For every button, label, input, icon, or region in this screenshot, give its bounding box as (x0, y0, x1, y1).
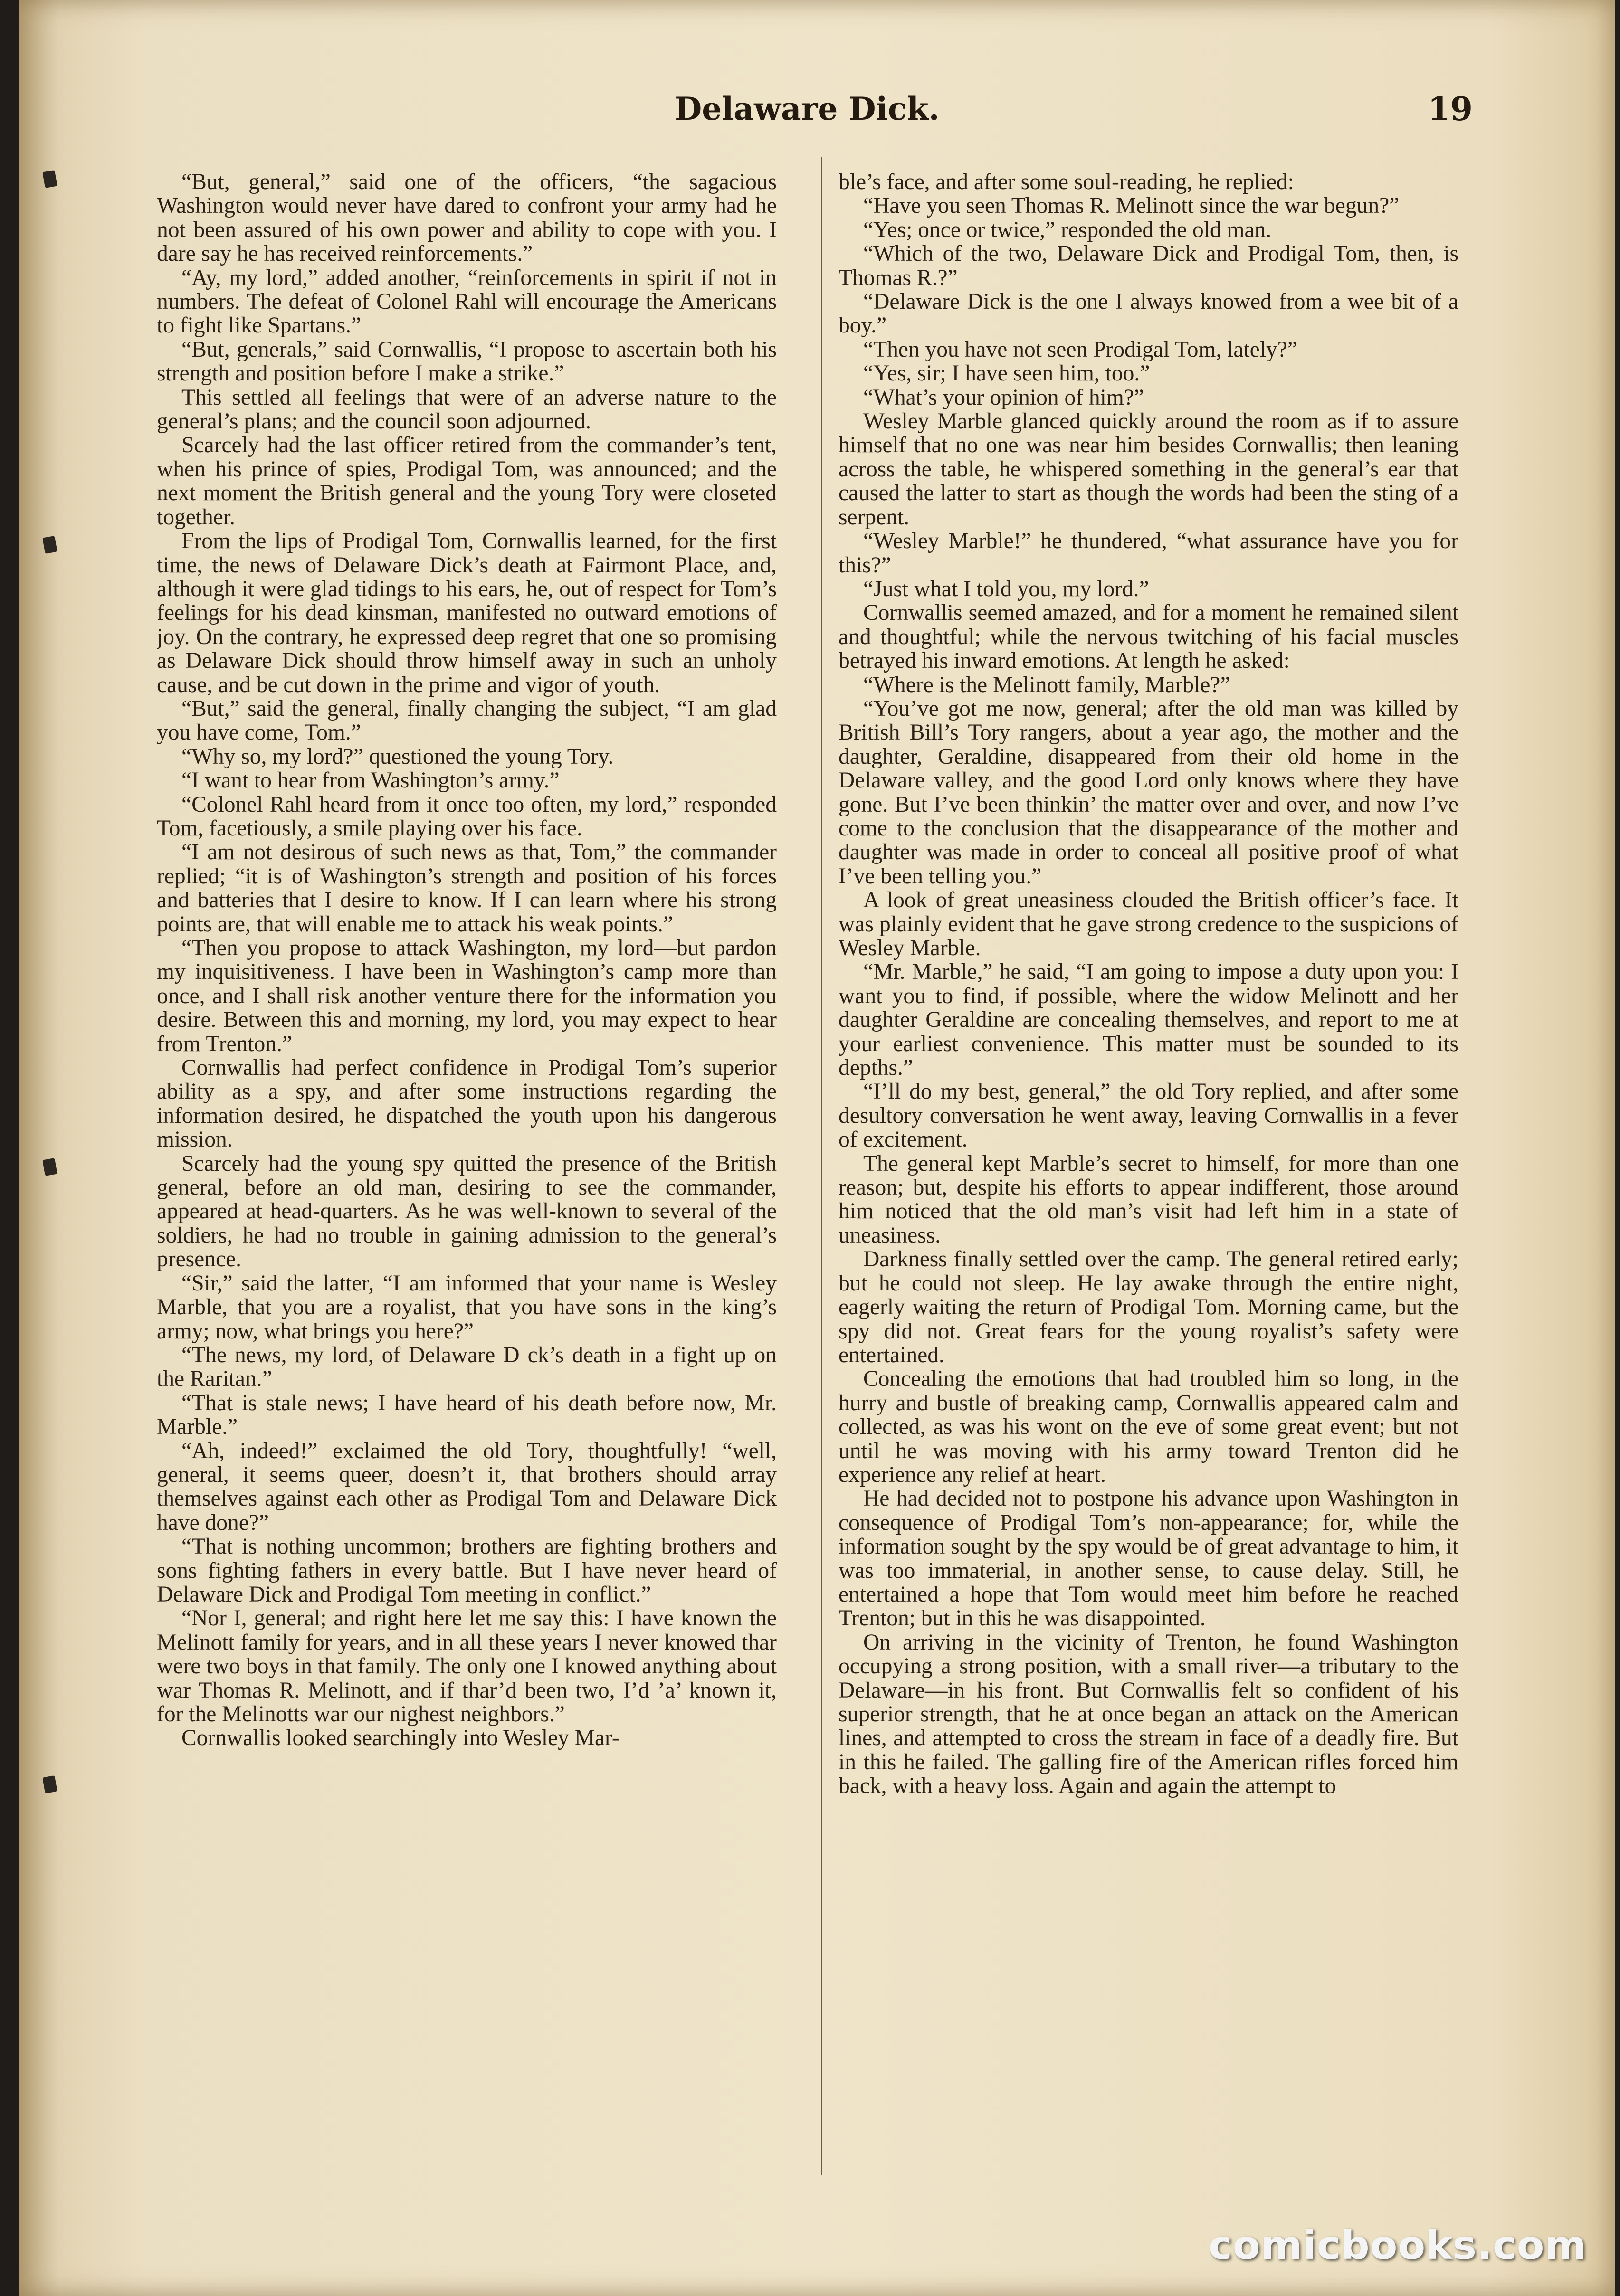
paragraph: Cornwallis had perfect confidence in Prodigal Tom’s superior ability as a spy, and after some instructions regarding the information desired, he dispatched the youth upon his dangerous mission. (157, 1055, 777, 1152)
page-number: 19 (1428, 90, 1473, 128)
paragraph: “That is stale news; I have heard of his death before now, Mr. Marble.” (157, 1390, 777, 1440)
paragraph: This settled all feelings that were of an adverse nature to the general’s plans; and the council soon adjourned. (157, 385, 777, 434)
paragraph: On arriving in the vicinity of Trenton, he found Washington occupying a strong position, with a small river—a tributary to the Delaware—in his front. But Cornwallis felt so confident of his superior strength, that he at once began an attack on the American lines, and attempted to cross the stream in face of a deadly fire. But in this he failed. The galling fire of the American rifles forced him back, with a heavy loss. Again and again the attempt to (839, 1630, 1458, 1799)
paragraph: “I’ll do my best, general,” the old Tory replied, and after some desultory conversation he went away, leaving Cornwallis in a fever of excitement. (839, 1079, 1458, 1152)
paragraph: The general kept Marble’s secret to himself, for more than one reason; but, despite his efforts to appear indifferent, those around him noticed that the old man’s visit had left him in a state of uneasiness. (839, 1151, 1458, 1248)
paragraph: “Yes; once or twice,” responded the old man. (863, 217, 1272, 242)
paragraph: “Sir,” said the latter, “I am informed that your name is Wesley Marble, that you are a royalist, that you have sons in the king’s army; now, what brings you here?” (157, 1271, 777, 1344)
paragraph: “But, general,” said one of the officers, “the sagacious Washington would never have dared to confront your army had he not been assured of his own power and ability to cope with you. I dare say he has received reinforcements.” (157, 170, 777, 266)
paragraph: “Ah, indeed!” exclaimed the old Tory, thoughtfully! “well, general, it seems queer, doesn’t it, that brothers should array themselves against each other as Prodigal Tom and Delaware Dick have done?” (157, 1438, 777, 1535)
paragraph: Cornwallis looked searchingly into Wesley Mar- (181, 1726, 619, 1751)
paragraph: ble’s face, and after some soul-reading, he replied: (839, 170, 1294, 194)
paragraph: Scarcely had the young spy quitted the presence of the British general, before an old man, desiring to see the commander, appeared at head-quarters. As he was well-known to several of the soldiers, he had no trouble in gaining admission to the general’s presence. (157, 1151, 777, 1272)
paragraph: “Just what I told you, my lord.” (863, 576, 1149, 601)
left-column (157, 170, 777, 2132)
column-divider (821, 157, 822, 2175)
site-watermark: comicbooks.com (1209, 2222, 1587, 2268)
paragraph: Wesley Marble glanced quickly around the room as if to assure himself that no one was near him besides Cornwallis; then leaning across the table, he whispered something in the general’s ear that caused the latter to start as though the words had been the sting of a serpent. (839, 409, 1458, 530)
right-column (839, 170, 1458, 2132)
paragraph: Darkness finally settled over the camp. The general retired early; but he could not sleep. He lay awake through the entire night, eagerly waiting the return of Prodigal Tom. Morning came, but the spy did not. Great fears for the young royalist’s safety were entertained. (839, 1247, 1458, 1367)
paragraph: “Ay, my lord,” added another, “reinforcements in spirit if not in numbers. The defeat of Colonel Rahl will encourage the Americans to fight like Spartans.” (157, 265, 777, 338)
paragraph: Scarcely had the last officer retired from the commander’s tent, when his prince of spies, Prodigal Tom, was announced; and the next moment the British general and the young Tory were closeted together. (157, 433, 777, 530)
paragraph: “What’s your opinion of him?” (863, 385, 1144, 410)
paragraph: “That is nothing uncommon; brothers are fighting brothers and sons fighting fathers in every battle. But I have never heard of Delaware Dick and Prodigal Tom meeting in conflict.” (157, 1534, 777, 1607)
page-header (656, 85, 1473, 142)
paragraph: From the lips of Prodigal Tom, Cornwallis learned, for the first time, the news of Delaware Dick’s death at Fairmont Place, and, although it were glad tidings to his ears, he, out of respect for Tom’s feelings for his dead kinsman, manifested no outward emotions of joy. On the contrary, he expressed deep regret that one so promising as Delaware Dick should throw himself away in such an unholy cause, and be cut down in the prime and vigor of youth. (157, 529, 777, 697)
paragraph: “You’ve got me now, general; after the old man was killed by British Bill’s Tory rangers, about a year ago, the mother and the daughter, Geraldine, disappeared from their old home in the Delaware valley, and the good Lord only knows where they have gone. But I’ve been thinkin’ the matter over and over, and now I’ve come to the conclusion that the disappearance of the mother and daughter was made in order to conceal all positive proof of what I’ve been telling you.” (839, 696, 1458, 889)
paragraph: A look of great uneasiness clouded the British officer’s face. It was plainly evident that he gave strong credence to the suspicions of Wesley Marble. (839, 888, 1458, 960)
paragraph: “I am not desirous of such news as that, Tom,” the commander replied; “it is of Washington’s strength and position of his forces and batteries that I desire to know. If I can learn where his strong points are, that will enable me to attack his weak points.” (157, 840, 777, 937)
paragraph: “Then you have not seen Prodigal Tom, lately?” (863, 337, 1297, 362)
paragraph: Cornwallis seemed amazed, and for a moment he remained silent and thoughtful; while the nervous twitching of his facial muscles betrayed his inward emotions. At length he asked: (839, 600, 1458, 674)
paragraph: “I want to hear from Washington’s army.” (181, 768, 560, 793)
paragraph: “Mr. Marble,” he said, “I am going to impose a duty upon you: I want you to find, if possible, where the widow Melinott and her daughter Geraldine are concealing themselves, and report to me at your earliest convenience. This matter must be sounded to its depths.” (839, 959, 1458, 1081)
paragraph: “Wesley Marble!” he thundered, “what assurance have you for this?” (839, 529, 1458, 578)
paragraph: “But,” said the general, finally changing the subject, “I am glad you have come, Tom.” (157, 696, 777, 745)
paragraph: “But, generals,” said Cornwallis, “I propose to ascertain both his strength and position before I make a strike.” (157, 337, 777, 386)
running-title: Delaware Dick. (675, 90, 940, 127)
paragraph: “Nor I, general; and right here let me say this: I have known the Melinott family for years, and in all these years I never knowed thar were two boys in that family. The only one I knowed anything about war Thomas R. Melinott, and if thar’d been two, I’d ’a’ known it, for the Melinotts war our nighest neighbors.” (157, 1606, 777, 1727)
binding-hole (42, 170, 57, 188)
paragraph: Concealing the emotions that had troubled him so long, in the hurry and bustle of breaking camp, Cornwallis appeared calm and collected, as was his wont on the eve of some great event; but not until he was moving with his army toward Trenton did he experience any relief at heart. (839, 1366, 1458, 1487)
binding-hole (42, 1158, 57, 1176)
paragraph: “Then you propose to attack Washington, my lord—but pardon my inquisitiveness. I have been in Washington’s camp more than once, and I shall risk another venture there for the information you desire. Between this and morning, my lord, you may expect to hear from Trenton.” (157, 936, 777, 1056)
paragraph: “Yes, sir; I have seen him, too.” (863, 361, 1150, 386)
paragraph: “Have you seen Thomas R. Melinott since the war begun?” (863, 193, 1400, 218)
binding-hole (42, 536, 57, 554)
paragraph: “Colonel Rahl heard from it once too often, my lord,” responded Tom, facetiously, a smile playing over his face. (157, 792, 777, 841)
paragraph: “The news, my lord, of Delaware D ck’s death in a fight up on the Raritan.” (157, 1342, 777, 1392)
paragraph: “Why so, my lord?” questioned the young Tory. (181, 744, 614, 769)
paragraph: He had decided not to postpone his advance upon Washington in consequence of Prodigal Tom’s non-appearance; for, while the information sought by the spy would be of great advantage to him, it was too immaterial, in another sense, to cause delay. Still, he entertained a hope that Tom would meet him before he reached Trenton; but in this he was disappointed. (839, 1486, 1458, 1631)
paragraph: “Where is the Melinott family, Marble?” (863, 672, 1230, 697)
paragraph: “Which of the two, Delaware Dick and Prodigal Tom, then, is Thomas R.?” (839, 241, 1458, 290)
binding-hole (42, 1775, 57, 1793)
paragraph: “Delaware Dick is the one I always knowed from a wee bit of a boy.” (839, 289, 1458, 338)
